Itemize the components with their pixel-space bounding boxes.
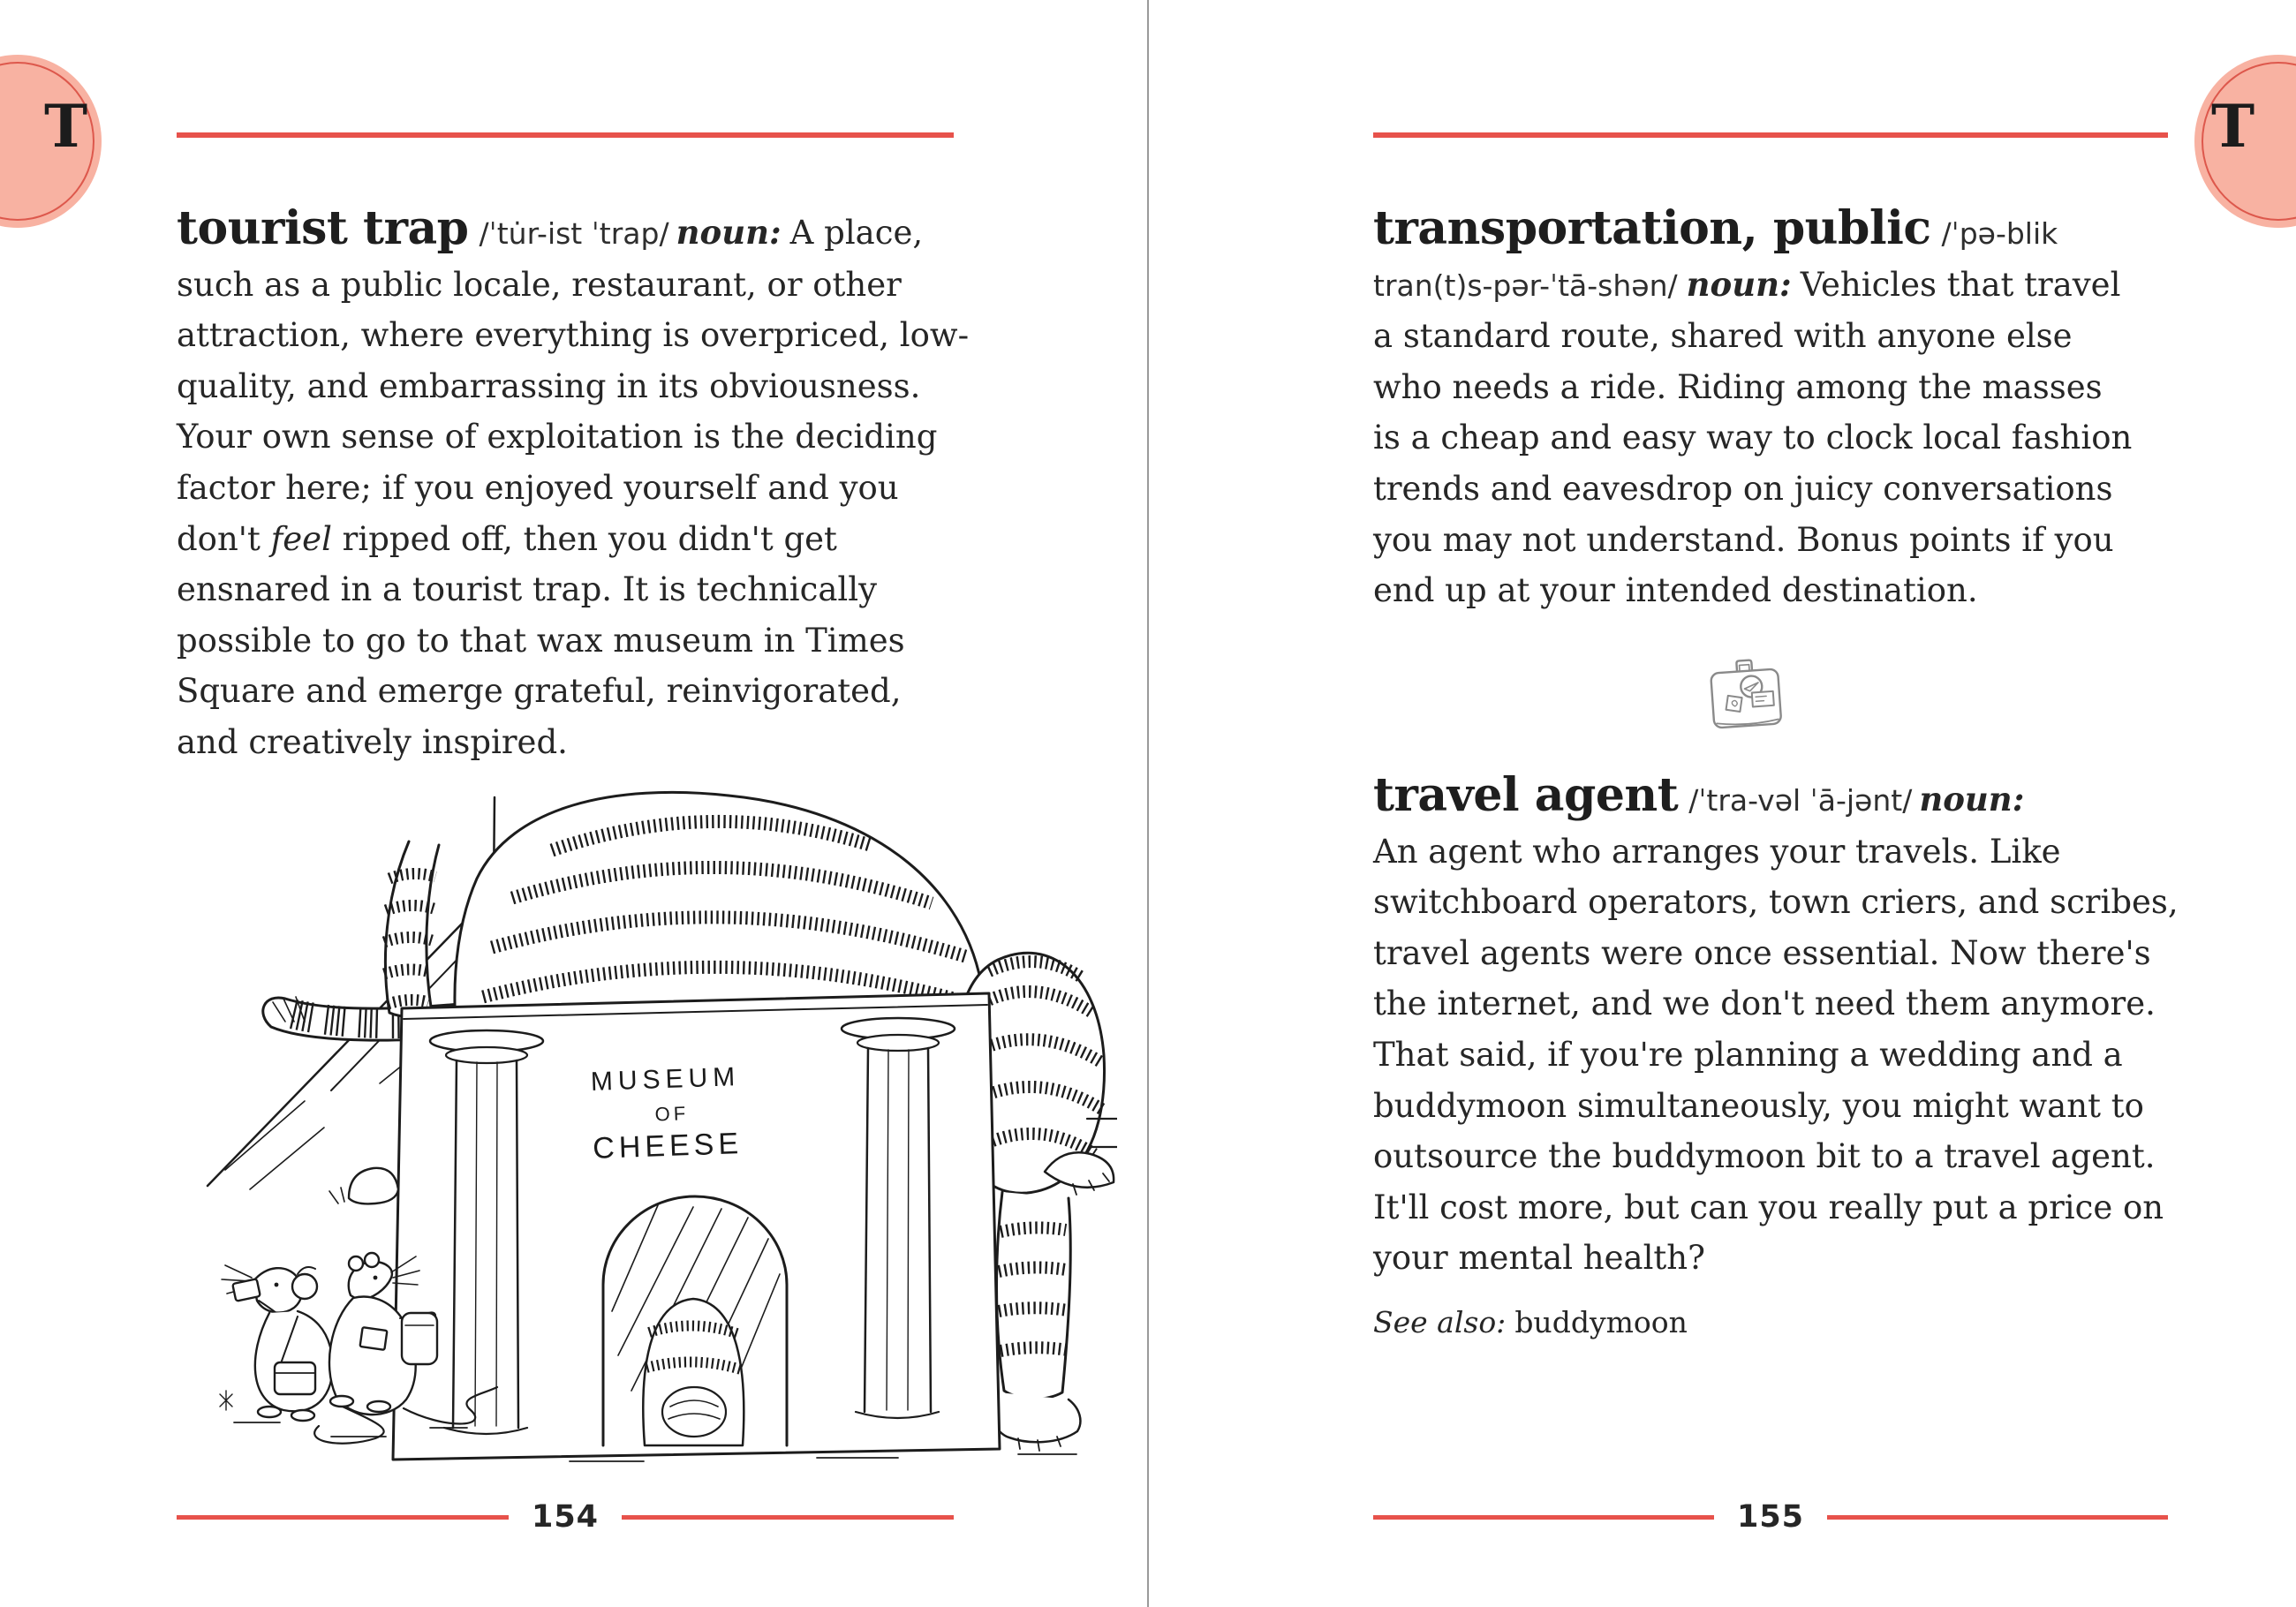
top-rule-left — [177, 132, 954, 138]
definition-line: possible to go to that wax museum in Times — [177, 621, 905, 660]
definition-line: switchboard operators, town criers, and scribes, — [1373, 883, 2179, 922]
page-gutter-divider — [1147, 0, 1149, 1607]
emphasized-word: feel — [270, 519, 332, 558]
definition-line: buddymoon simultaneously, you might want to — [1373, 1086, 2144, 1125]
definition-line: end up at your intended destination. — [1373, 571, 1978, 610]
definition-line: the internet, and we don't need them anymore. — [1373, 985, 2156, 1023]
museum-cheese-illustration — [199, 790, 1117, 1470]
see-also-target: buddymoon — [1514, 1305, 1688, 1339]
definition-line: ensnared in a tourist trap. It is technically — [177, 570, 877, 609]
headword: tourist trap — [177, 201, 469, 255]
page-number: 154 — [531, 1499, 600, 1535]
entry-headline — [177, 203, 989, 260]
headword: transportation, public — [1373, 201, 1931, 255]
definition-line: outsource the buddymoon bit to a travel agent. — [1373, 1137, 2156, 1176]
section-letter: T — [44, 92, 88, 161]
suitcase-icon — [1697, 647, 1794, 736]
definition-line: who needs a ride. Riding among the masses — [1373, 367, 2103, 406]
entry-headline — [1373, 770, 2203, 826]
entry-headline — [1373, 203, 2203, 260]
footer-rule — [1373, 1515, 1714, 1520]
footer-left — [177, 1499, 954, 1535]
museum-sign-line-3: CHEESE — [592, 1127, 744, 1166]
definition-line: attraction, where everything is overpriced, low- — [177, 316, 970, 355]
definition-line: That said, if you're planning a wedding and a — [1373, 1035, 2123, 1074]
section-letter: T — [2211, 92, 2255, 161]
entry-travel-agent — [1373, 770, 2203, 1284]
footer-rule — [177, 1515, 509, 1520]
definition-start: Vehicles that travel — [1800, 265, 2121, 304]
museum-sign-line-1: MUSEUM — [590, 1062, 741, 1097]
definition-line: factor here; if you enjoyed yourself and you — [177, 468, 899, 507]
part-of-speech: noun: — [676, 213, 782, 252]
definition-line: trends and eavesdrop on juicy conversations — [1373, 469, 2113, 508]
footer-rule — [1827, 1515, 2168, 1520]
museum-sign-line-2: OF — [654, 1102, 690, 1126]
headword: travel agent — [1373, 768, 1679, 822]
definition-line: An agent who arranges your travels. Like — [1373, 832, 2061, 871]
part-of-speech: noun: — [1686, 264, 1792, 304]
footer-right — [1373, 1499, 2168, 1535]
pronunciation: /ˈpə-blik — [1941, 216, 2058, 251]
definition-start: A place, — [789, 214, 924, 252]
definition-line: is a cheap and easy way to clock local fashion — [1373, 419, 2133, 457]
definition-line: you may not understand. Bonus points if you — [1373, 520, 2114, 559]
definition-line: Square and emerge grateful, reinvigorated, — [177, 672, 902, 711]
definition-line: such as a public locale, restaurant, or other — [177, 265, 902, 304]
definition-line: a standard route, shared with anyone else — [1373, 317, 2073, 356]
definition-line: don't feel ripped off, then you didn't get — [177, 519, 837, 558]
definition-line: Your own sense of exploitation is the deciding — [177, 418, 938, 456]
part-of-speech: noun: — [1919, 780, 2025, 819]
pronunciation: tran(t)s-pər-ˈtā-shən/ — [1373, 268, 1678, 303]
pronunciation: /ˈtra-vəl ˈā-jənt/ — [1688, 783, 1913, 818]
pronunciation: /ˈtu̇r-ist ˈtrap/ — [479, 216, 669, 251]
top-rule-right — [1373, 132, 2168, 138]
see-also-label: See also: — [1373, 1305, 1507, 1339]
definition-line: and creatively inspired. — [177, 722, 568, 761]
definition-line — [1373, 260, 2203, 312]
definition-line: travel agents were once essential. Now there's — [1373, 933, 2151, 972]
footer-rule — [622, 1515, 954, 1520]
definition-line: quality, and embarrassing in its obviousness. — [177, 366, 921, 405]
entry-transportation-public — [1373, 203, 2203, 616]
see-also — [1373, 1305, 1688, 1339]
definition-line: It'll cost more, but can you really put a price on — [1373, 1188, 2164, 1226]
definition-line: your mental health? — [1373, 1239, 1705, 1278]
entry-tourist-trap — [177, 203, 989, 768]
page-number: 155 — [1736, 1499, 1805, 1535]
